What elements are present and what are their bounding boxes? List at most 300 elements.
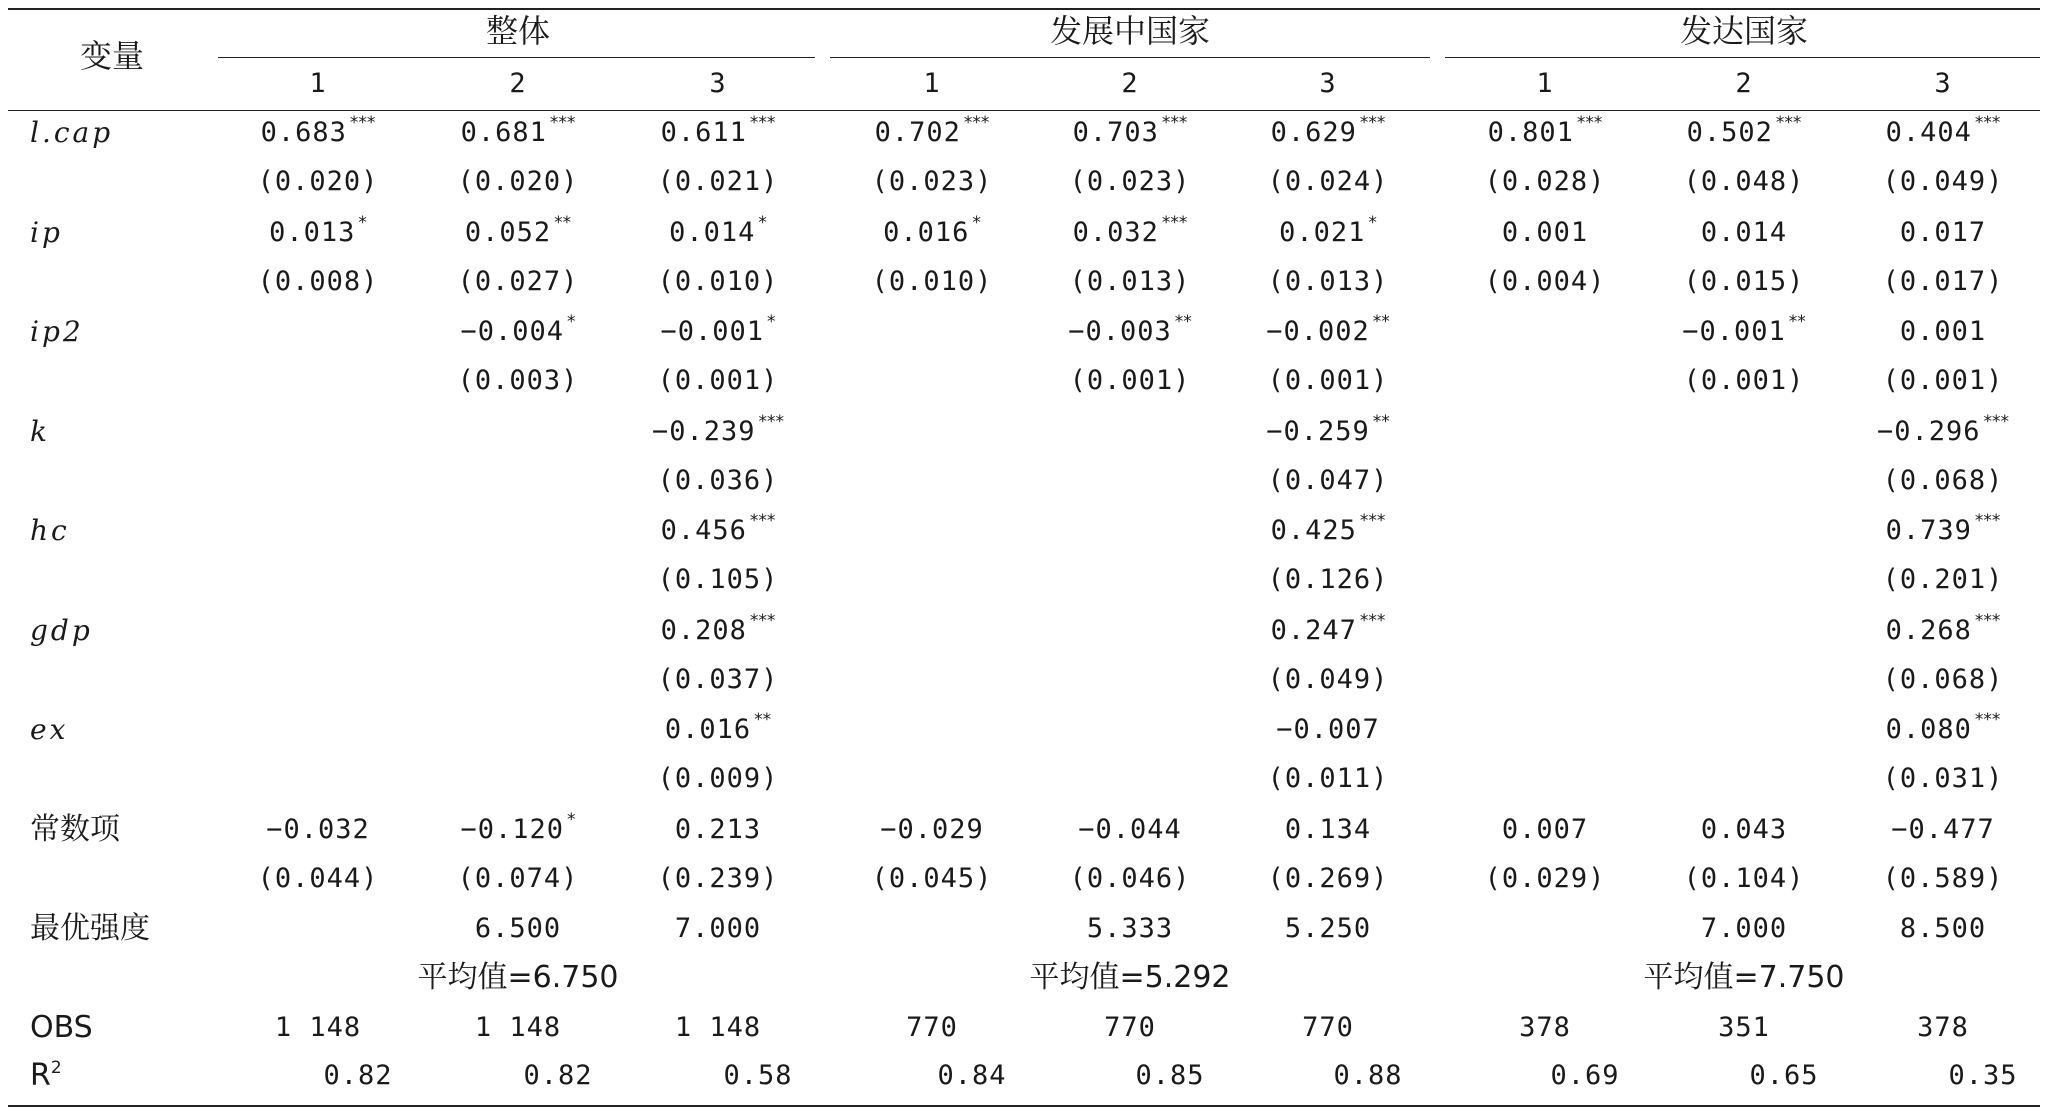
standard-error-cell <box>1883 562 2004 598</box>
coefficient-cell-text: 0.014 <box>1700 216 1788 248</box>
coefficient-cell <box>1078 812 1182 848</box>
optimal-value <box>475 911 561 947</box>
obs-value-text: 1 148 <box>674 1012 762 1043</box>
standard-error-cell <box>258 861 379 897</box>
standard-error-cell <box>872 861 993 897</box>
significance-stars: *** <box>758 411 785 432</box>
coefficient-cell-text: 0.502 <box>1686 117 1773 148</box>
row-label-text: hc <box>30 514 70 547</box>
obs-value <box>675 1010 761 1046</box>
coefficient-cell <box>1886 115 2001 154</box>
standard-error-cell <box>1684 264 1805 300</box>
optimal-label-text: 最优强度 <box>30 911 150 946</box>
standard-error-cell <box>1883 463 2004 499</box>
standard-error-cell <box>1070 363 1191 399</box>
coefficient-cell-text: 0.208 <box>660 614 747 646</box>
coefficient-cell-text: −0.002 <box>1266 316 1370 347</box>
row-label <box>30 712 68 748</box>
column-number-text: 3 <box>1319 68 1337 99</box>
column-number <box>1934 66 1951 102</box>
column-number-text: 2 <box>509 68 527 99</box>
standard-error-cell-text: (0.001) <box>1683 365 1805 396</box>
significance-stars: *** <box>749 511 776 531</box>
coefficient-cell-text: 0.268 <box>1885 614 1972 646</box>
coefficient-cell-text: 0.247 <box>1270 614 1357 646</box>
obs-value-text: 770 <box>1104 1012 1156 1043</box>
significance-stars: *** <box>749 610 776 631</box>
obs-value-text: 351 <box>1718 1012 1770 1043</box>
standard-error-cell-text: (0.011) <box>1267 763 1389 794</box>
standard-error-cell-text: (0.044) <box>257 862 379 894</box>
r2-value <box>937 1058 1006 1094</box>
coefficient-cell <box>269 212 367 254</box>
standard-error-cell <box>1268 562 1389 598</box>
column-number-text: 2 <box>1735 68 1753 99</box>
coefficient-cell-text: 0.213 <box>674 813 762 845</box>
obs-value-text: 770 <box>1302 1012 1354 1043</box>
coefficient-cell-text: 0.001 <box>1899 316 1987 347</box>
standard-error-cell-text: (0.020) <box>457 166 579 197</box>
column-number <box>709 66 726 102</box>
standard-error-cell <box>658 264 779 300</box>
mean-value-text: 平均值=7.750 <box>1643 960 1845 995</box>
obs-value <box>1718 1010 1770 1046</box>
coefficient-cell-text: 0.456 <box>660 515 747 546</box>
optimal-value-text: 7.000 <box>1700 913 1788 944</box>
coefficient-cell <box>1886 712 2001 751</box>
obs-value-text: 1 148 <box>274 1012 362 1043</box>
coefficient-cell-text: 0.007 <box>1501 813 1589 845</box>
group-underline <box>830 57 1430 58</box>
optimal-value-text: 8.500 <box>1899 913 1987 944</box>
group-header-text: 整体 <box>485 12 551 50</box>
column-number-text: 1 <box>309 68 327 99</box>
coefficient-cell-text: 0.032 <box>1072 216 1159 248</box>
standard-error-cell-text: (0.036) <box>657 464 779 496</box>
significance-stars: *** <box>1359 511 1386 531</box>
optimal-value-text: 6.500 <box>474 913 562 944</box>
row-label-text: k <box>30 414 50 448</box>
r2-value-text: 0.82 <box>323 1060 393 1091</box>
standard-error-cell-text: (0.021) <box>657 166 779 197</box>
row-label <box>30 414 50 450</box>
row-label-text: gdp <box>30 613 93 647</box>
standard-error-cell <box>1070 164 1191 200</box>
coefficient-cell-text: 0.052 <box>464 216 552 248</box>
r2-label <box>30 1058 62 1098</box>
coefficient-cell <box>880 812 984 848</box>
standard-error-cell <box>658 164 779 200</box>
group-underline <box>218 57 815 58</box>
significance-stars: *** <box>1775 113 1802 133</box>
r2-value-text: 0.58 <box>723 1060 793 1091</box>
significance-stars: * <box>758 212 767 233</box>
obs-value-text: 1 148 <box>474 1012 562 1043</box>
coefficient-cell <box>461 115 576 154</box>
row-label <box>30 513 70 549</box>
column-number-text: 2 <box>1121 68 1139 99</box>
significance-stars: *** <box>549 113 576 133</box>
r2-value-text: 0.82 <box>523 1060 593 1091</box>
mean-value <box>1029 960 1230 996</box>
column-number <box>509 66 526 102</box>
standard-error-cell <box>458 264 579 300</box>
coefficient-cell-text: −0.477 <box>1891 813 1995 845</box>
standard-error-cell <box>458 861 579 897</box>
significance-stars: *** <box>349 113 376 133</box>
significance-stars: ** <box>1372 411 1390 432</box>
standard-error-cell-text: (0.008) <box>257 265 379 297</box>
standard-error-cell-text: (0.105) <box>657 564 779 595</box>
coefficient-cell <box>1502 812 1588 848</box>
significance-stars: ** <box>1174 312 1192 332</box>
column-number-text: 3 <box>1934 68 1952 99</box>
coefficient-cell <box>1068 314 1192 353</box>
standard-error-cell-text: (0.023) <box>1069 166 1191 197</box>
standard-error-cell <box>1268 662 1389 698</box>
significance-stars: ** <box>1788 312 1806 332</box>
coefficient-cell <box>1682 314 1806 353</box>
r2-value-text: 0.65 <box>1749 1060 1819 1091</box>
variable-header-text: 变量 <box>79 37 145 75</box>
obs-value <box>275 1010 361 1046</box>
coefficient-cell <box>1072 212 1188 254</box>
standard-error-cell-text: (0.046) <box>1069 862 1191 894</box>
standard-error-cell-text: (0.009) <box>657 763 779 794</box>
significance-stars: *** <box>1974 710 2001 730</box>
significance-stars: *** <box>1161 113 1188 133</box>
group-header <box>1050 13 1210 49</box>
optimal-value <box>1087 911 1173 947</box>
standard-error-cell-text: (0.201) <box>1882 564 2004 595</box>
standard-error-cell-text: (0.269) <box>1267 862 1389 894</box>
coefficient-cell <box>661 513 776 552</box>
standard-error-cell-text: (0.023) <box>871 166 993 197</box>
standard-error-cell-text: (0.020) <box>257 166 379 197</box>
standard-error-cell <box>1485 164 1606 200</box>
coefficient-cell <box>660 314 775 353</box>
obs-value-text: 378 <box>1519 1012 1571 1043</box>
standard-error-cell <box>658 761 779 797</box>
coefficient-cell <box>1488 115 1603 154</box>
coefficient-cell <box>1886 513 2001 552</box>
standard-error-cell-text: (0.049) <box>1882 166 2004 197</box>
standard-error-cell-text: (0.126) <box>1267 564 1389 595</box>
standard-error-cell <box>258 264 379 300</box>
coefficient-cell <box>1073 115 1188 154</box>
coefficient-cell <box>261 115 376 154</box>
obs-value-text: 378 <box>1917 1012 1969 1043</box>
standard-error-cell-text: (0.017) <box>1882 265 2004 297</box>
standard-error-cell <box>1268 463 1389 499</box>
column-number-text: 1 <box>1536 68 1554 99</box>
mean-value <box>417 960 618 996</box>
standard-error-cell <box>1684 363 1805 399</box>
coefficient-cell-text: 0.629 <box>1270 117 1357 148</box>
coefficient-cell <box>661 115 776 154</box>
coefficient-cell-text: 0.702 <box>874 117 961 148</box>
coefficient-cell <box>875 115 990 154</box>
obs-value-text: 770 <box>906 1012 958 1043</box>
standard-error-cell <box>1883 164 2004 200</box>
standard-error-cell <box>1070 264 1191 300</box>
coefficient-cell <box>1271 513 1386 552</box>
standard-error-cell-text: (0.074) <box>457 862 579 894</box>
standard-error-cell-text: (0.589) <box>1882 862 2004 894</box>
coefficient-cell-text: −0.001 <box>1682 316 1786 347</box>
significance-stars: *** <box>749 113 776 133</box>
standard-error-cell <box>1268 363 1389 399</box>
standard-error-cell <box>1485 264 1606 300</box>
significance-stars: *** <box>1161 212 1188 233</box>
coefficient-cell <box>675 812 761 848</box>
standard-error-cell-text: (0.239) <box>657 862 779 894</box>
standard-error-cell <box>658 662 779 698</box>
column-number-text: 1 <box>923 68 941 99</box>
standard-error-cell <box>1883 363 2004 399</box>
r2-value <box>1333 1058 1402 1094</box>
coefficient-cell <box>1271 115 1386 154</box>
column-number-text: 3 <box>709 68 727 99</box>
optimal-value <box>1900 911 1986 947</box>
standard-error-cell-text: (0.031) <box>1882 763 2004 794</box>
standard-error-cell-text: (0.029) <box>1484 862 1606 894</box>
coefficient-cell <box>1701 812 1787 848</box>
column-number <box>1121 66 1138 102</box>
column-number <box>1536 66 1553 102</box>
group-header <box>1680 13 1808 49</box>
obs-value <box>906 1010 958 1046</box>
coefficient-cell-text: 0.016 <box>664 714 752 745</box>
significance-stars: *** <box>963 113 990 133</box>
coefficient-cell <box>1900 314 1986 350</box>
row-label-text: ip2 <box>30 315 84 348</box>
coefficient-cell-text: 0.425 <box>1270 515 1357 546</box>
coefficient-cell-text: −0.044 <box>1078 813 1182 845</box>
significance-stars: ** <box>754 710 772 730</box>
standard-error-cell-text: (0.010) <box>871 265 993 297</box>
row-label <box>30 812 120 848</box>
row-label <box>30 215 63 251</box>
row-label-text: l.cap <box>30 116 114 149</box>
obs-value <box>1104 1010 1156 1046</box>
coefficient-cell <box>1270 610 1386 652</box>
coefficient-cell <box>464 212 572 254</box>
standard-error-cell-text: (0.001) <box>1882 365 2004 396</box>
significance-stars: * <box>567 312 576 332</box>
standard-error-cell <box>1883 264 2004 300</box>
significance-stars: *** <box>1974 511 2001 531</box>
row-label-text: ex <box>30 713 69 746</box>
coefficient-cell <box>1701 215 1787 251</box>
row-label-text: ip <box>30 215 63 249</box>
obs-label-text: OBS <box>30 1010 93 1045</box>
group-header-text: 发展中国家 <box>1049 12 1211 50</box>
r2-value-text: 0.85 <box>1135 1060 1205 1091</box>
significance-stars: ** <box>554 212 572 233</box>
coefficient-cell <box>1266 411 1390 453</box>
optimal-value-text: 5.250 <box>1284 913 1372 944</box>
coefficient-cell <box>1891 812 1995 848</box>
standard-error-cell-text: (0.068) <box>1882 464 2004 496</box>
significance-stars: ** <box>1372 312 1390 332</box>
standard-error-cell-text: (0.045) <box>871 862 993 894</box>
coefficient-cell <box>460 809 576 851</box>
obs-value <box>475 1010 561 1046</box>
standard-error-cell-text: (0.028) <box>1484 166 1606 197</box>
obs-label <box>30 1010 93 1046</box>
coefficient-cell <box>460 314 575 353</box>
coefficient-cell-text: 0.021 <box>1279 216 1366 248</box>
column-number <box>309 66 326 102</box>
r2-value <box>1749 1058 1818 1094</box>
group-underline <box>1445 57 2040 58</box>
coefficient-cell-text: 0.739 <box>1885 515 1972 546</box>
coefficient-cell <box>1285 812 1371 848</box>
significance-stars: *** <box>1974 113 2001 133</box>
column-number <box>1319 66 1336 102</box>
standard-error-cell-text: (0.003) <box>457 365 579 396</box>
coefficient-cell-text: 0.043 <box>1700 813 1788 845</box>
standard-error-cell-text: (0.004) <box>1484 265 1606 297</box>
standard-error-cell-text: (0.048) <box>1683 166 1805 197</box>
standard-error-cell-text: (0.013) <box>1267 265 1389 297</box>
coefficient-cell-text: −0.029 <box>880 813 984 845</box>
optimal-value <box>675 911 761 947</box>
coefficient-cell <box>883 212 981 254</box>
standard-error-cell <box>1883 861 2004 897</box>
obs-value <box>1917 1010 1969 1046</box>
standard-error-cell-text: (0.001) <box>1267 365 1389 396</box>
coefficient-cell-text: 0.801 <box>1487 117 1574 148</box>
table-rule-bot <box>8 1105 2040 1107</box>
group-header <box>486 13 550 49</box>
standard-error-cell <box>1070 861 1191 897</box>
coefficient-cell-text: 0.404 <box>1885 117 1972 148</box>
coefficient-cell-text: 0.611 <box>660 117 747 148</box>
coefficient-cell <box>660 610 776 652</box>
standard-error-cell-text: (0.010) <box>657 265 779 297</box>
row-label-text: 常数项 <box>30 811 120 847</box>
standard-error-cell-text: (0.015) <box>1683 265 1805 297</box>
standard-error-cell <box>658 861 779 897</box>
significance-stars: * <box>972 212 981 233</box>
standard-error-cell <box>872 264 993 300</box>
significance-stars: *** <box>1359 113 1386 133</box>
standard-error-cell <box>1268 761 1389 797</box>
coefficient-cell-text: −0.032 <box>266 813 370 845</box>
standard-error-cell-text: (0.049) <box>1267 663 1389 695</box>
coefficient-cell-text: 0.016 <box>883 216 970 248</box>
coefficient-cell-text: −0.004 <box>460 316 565 347</box>
r2-value-text: 0.88 <box>1333 1060 1403 1091</box>
standard-error-cell <box>658 463 779 499</box>
optimal-value-text: 5.333 <box>1086 913 1174 944</box>
row-label <box>30 115 113 151</box>
coefficient-cell <box>651 411 785 453</box>
coefficient-cell <box>1876 411 2010 453</box>
coefficient-cell-text: 0.703 <box>1072 117 1159 148</box>
r2-superscript: 2 <box>50 1058 62 1078</box>
r2-value <box>1550 1058 1619 1094</box>
coefficient-cell <box>1885 610 2001 652</box>
coefficient-cell-text: −0.003 <box>1068 316 1172 347</box>
standard-error-cell-text: (0.027) <box>457 265 579 297</box>
optimal-value <box>1285 911 1371 947</box>
r2-label-text: R <box>30 1058 51 1093</box>
obs-value <box>1302 1010 1354 1046</box>
significance-stars: * <box>767 312 776 332</box>
r2-value <box>723 1058 792 1094</box>
coefficient-cell-text: 0.681 <box>460 117 547 148</box>
standard-error-cell <box>1883 761 2004 797</box>
standard-error-cell <box>1485 861 1606 897</box>
column-number <box>923 66 940 102</box>
r2-value <box>323 1058 392 1094</box>
r2-value <box>523 1058 592 1094</box>
standard-error-cell-text: (0.104) <box>1683 862 1805 894</box>
coefficient-cell <box>669 212 767 254</box>
row-label <box>30 613 93 649</box>
r2-value-text: 0.69 <box>1550 1060 1620 1091</box>
coefficient-cell-text: 0.017 <box>1899 216 1987 248</box>
standard-error-cell <box>658 363 779 399</box>
significance-stars: *** <box>1983 411 2010 432</box>
optimal-value <box>1701 911 1787 947</box>
coefficient-cell-text: −0.007 <box>1276 714 1380 745</box>
standard-error-cell-text: (0.047) <box>1267 464 1389 496</box>
mean-value-text: 平均值=5.292 <box>1029 960 1231 995</box>
standard-error-cell-text: (0.001) <box>657 365 779 396</box>
standard-error-cell <box>1268 264 1389 300</box>
standard-error-cell <box>1268 164 1389 200</box>
coefficient-cell-text: 0.013 <box>269 216 356 248</box>
coefficient-cell-text: 0.014 <box>669 216 756 248</box>
significance-stars: * <box>567 809 576 830</box>
coefficient-cell <box>1266 314 1390 353</box>
coefficient-cell-text: 0.080 <box>1885 714 1972 745</box>
obs-value <box>1519 1010 1571 1046</box>
significance-stars: * <box>358 212 367 233</box>
standard-error-cell <box>1684 861 1805 897</box>
column-number <box>1735 66 1752 102</box>
standard-error-cell-text: (0.013) <box>1069 265 1191 297</box>
mean-value <box>1643 960 1844 996</box>
coefficient-cell-text: 0.001 <box>1501 216 1589 248</box>
coefficient-cell-text: 0.134 <box>1284 813 1372 845</box>
row-label <box>30 314 84 350</box>
standard-error-cell-text: (0.037) <box>657 663 779 695</box>
significance-stars: *** <box>1359 610 1386 631</box>
r2-value <box>1948 1058 2017 1094</box>
coefficient-cell <box>266 812 370 848</box>
coefficient-cell <box>1687 115 1802 154</box>
coefficient-cell <box>1276 712 1380 748</box>
coefficient-cell-text: 0.683 <box>260 117 347 148</box>
coefficient-cell-text: −0.239 <box>651 415 756 447</box>
standard-error-cell <box>1684 164 1805 200</box>
optimal-label <box>30 911 150 947</box>
optimal-value-text: 7.000 <box>674 913 762 944</box>
standard-error-cell <box>258 164 379 200</box>
standard-error-cell-text: (0.001) <box>1069 365 1191 396</box>
significance-stars: *** <box>1576 113 1603 133</box>
coefficient-cell <box>1900 215 1986 251</box>
standard-error-cell-text: (0.068) <box>1882 663 2004 695</box>
standard-error-cell <box>458 164 579 200</box>
group-header-text: 发达国家 <box>1679 12 1809 50</box>
standard-error-cell <box>1883 662 2004 698</box>
